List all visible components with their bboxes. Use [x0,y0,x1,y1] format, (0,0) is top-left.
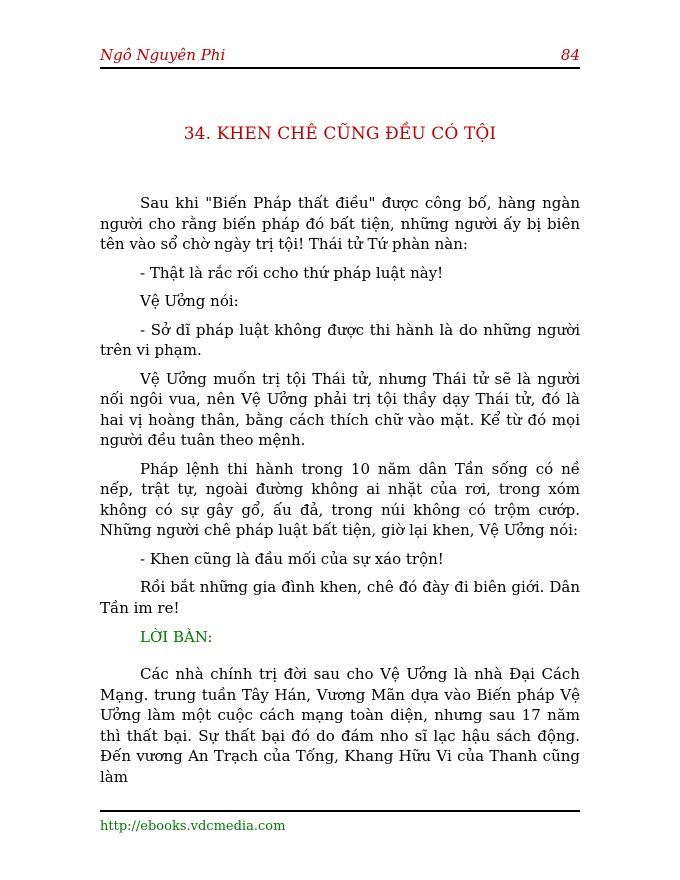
header-divider [100,67,580,69]
story-body [100,193,580,626]
header-page-number: 84 [560,46,580,64]
paragraph: Pháp lệnh thi hành trong 10 năm dân Tần sống có nề nếp, trật tự, ngoài đường không ai nhặt của rơi, trong xóm không có sự gây gổ, ấu đả, trong núi không có trộm cướp. Những người chê pháp luật bất tiện, giờ lại khen, Vệ Ưởng nói: [100,459,580,539]
paragraph: Vệ Ưởng nói: [140,292,239,310]
paragraph: Vệ Ưởng muốn trị tội Thái tử, nhưng Thái tử sẽ là người nối ngôi vua, nên Vệ Ưởng phải trị tội thầy dạy Thái tử, đó là hai vị hoàng thân, bằng cách thích chữ vào mặt. Kể từ đó mọi người đều tuân theo mệnh. [100,369,580,449]
footer-link[interactable]: http://ebooks.vdcmedia.com [100,819,286,834]
paragraph: Sau khi "Biến Pháp thất điều" được công bố, hàng ngàn người cho rằng biến pháp đó bất tiện, những người ấy bị biên tên vào sổ chờ ngày trị tội! Thái tử Tứ phàn nàn: [100,194,580,253]
paragraph: - Khen cũng là đầu mối của sự xáo trộn! [140,549,444,568]
page-header [100,46,580,66]
paragraph: - Thật là rắc rối ccho thứ pháp luật này! [140,263,444,282]
commentary-body [100,664,580,787]
commentary-heading: LỜI BÀN: [140,628,213,646]
footer-divider [100,810,580,812]
chapter-title: 34. KHEN CHÊ CŨNG ĐỀU CÓ TỘI [183,124,497,144]
header-author: Ngô Nguyên Phi [100,46,226,64]
paragraph: - Sở dĩ pháp luật không được thi hành là do những người trên vi phạm. [100,320,580,359]
paragraph: Các nhà chính trị đời sau cho Vệ Ưởng là nhà Đại Cách Mạng. trung tuần Tây Hán, Vương Mãn dựa vào Biến pháp Vệ Ưởng làm một cuộc cách mạng toàn diện, nhưng sau 17 năm thì thất bại. Sự thất bại đó do đám nho sĩ lạc hậu sách động. Đến vương An Trạch của Tống, Khang Hữu Vi của Thanh cũng làm [100,665,580,786]
paragraph: Rồi bắt những gia đình khen, chê đó đày đi biên giới. Dân Tần im re! [100,578,580,617]
